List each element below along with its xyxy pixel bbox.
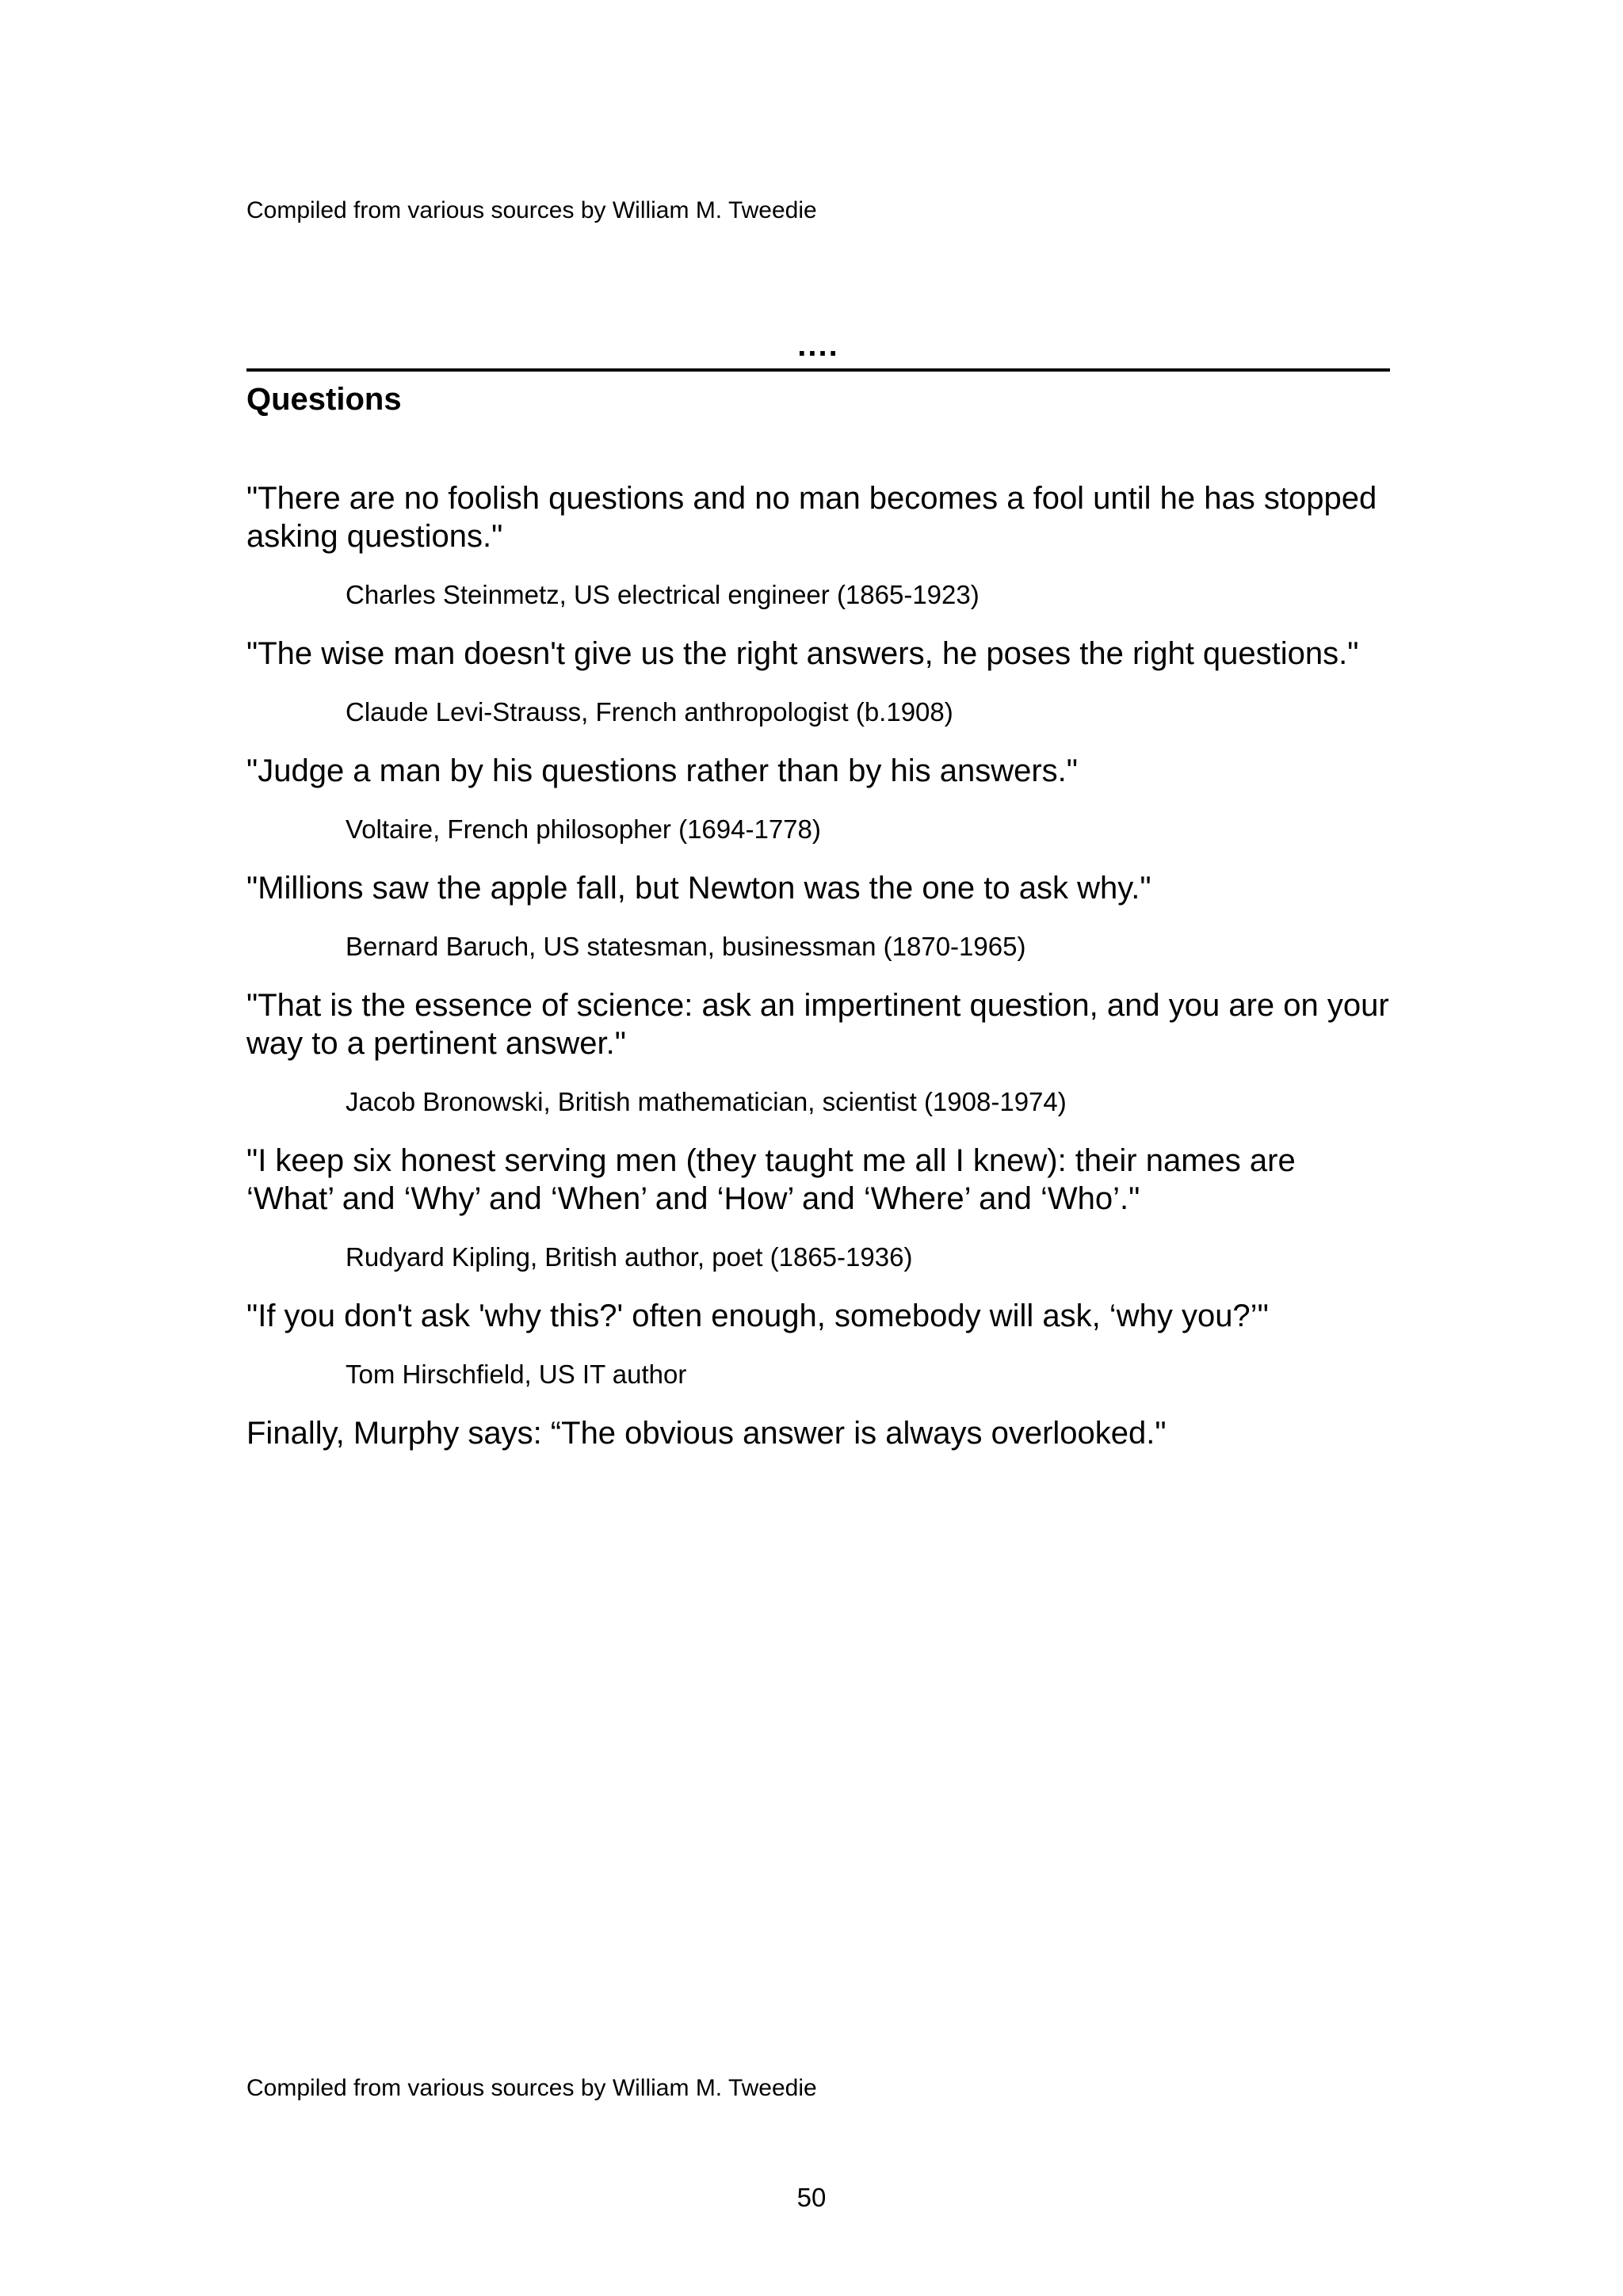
page-header: Compiled from various sources by William M. Tweedie [246,197,817,223]
quote-attribution: Charles Steinmetz, US electrical engineer (1865-1923) [346,580,980,609]
quote-list [246,479,1390,1452]
quote-attribution: Claude Levi-Strauss, French anthropologist (b.1908) [346,697,953,727]
quote-attribution: Voltaire, French philosopher (1694-1778) [346,814,821,844]
quote-text: "Judge a man by his questions rather than by his answers." [246,753,1078,788]
quote-text: "There are no foolish questions and no man becomes a fool until he has stopped asking questions." [246,481,1377,554]
quote-text: "That is the essence of science: ask an impertinent question, and you are on your way to a pertinent answer." [246,988,1389,1061]
quote-attribution: Tom Hirschfield, US IT author [346,1360,687,1389]
section-title: Questions [246,382,402,417]
page-footer: Compiled from various sources by William M. Tweedie [246,2075,817,2101]
quote-attribution: Jacob Bronowski, British mathematician, scientist (1908-1974) [346,1087,1067,1116]
quote-text: "I keep six honest serving men (they taught me all I knew): their names are ‘What’ and ‘Why’ and ‘When’ and ‘How’ and ‘Where’ and ‘Who’." [246,1143,1296,1216]
page-number: 50 [796,2183,827,2212]
quote-text: "The wise man doesn't give us the right answers, he poses the right questions." [246,636,1359,671]
divider-rule [246,368,1390,372]
quote-text: "If you don't ask 'why this?' often enough, somebody will ask, ‘why you?’" [246,1299,1269,1333]
quote-attribution: Bernard Baruch, US statesman, businessman (1870-1965) [346,932,1026,961]
quote-text: "Millions saw the apple fall, but Newton was the one to ask why." [246,871,1151,906]
section-divider [246,325,1390,372]
divider-dots: .... [797,328,839,363]
quote-attribution: Rudyard Kipling, British author, poet (1865-1936) [346,1242,913,1272]
closing-quote: Finally, Murphy says: “The obvious answer is always overlooked." [246,1416,1167,1451]
